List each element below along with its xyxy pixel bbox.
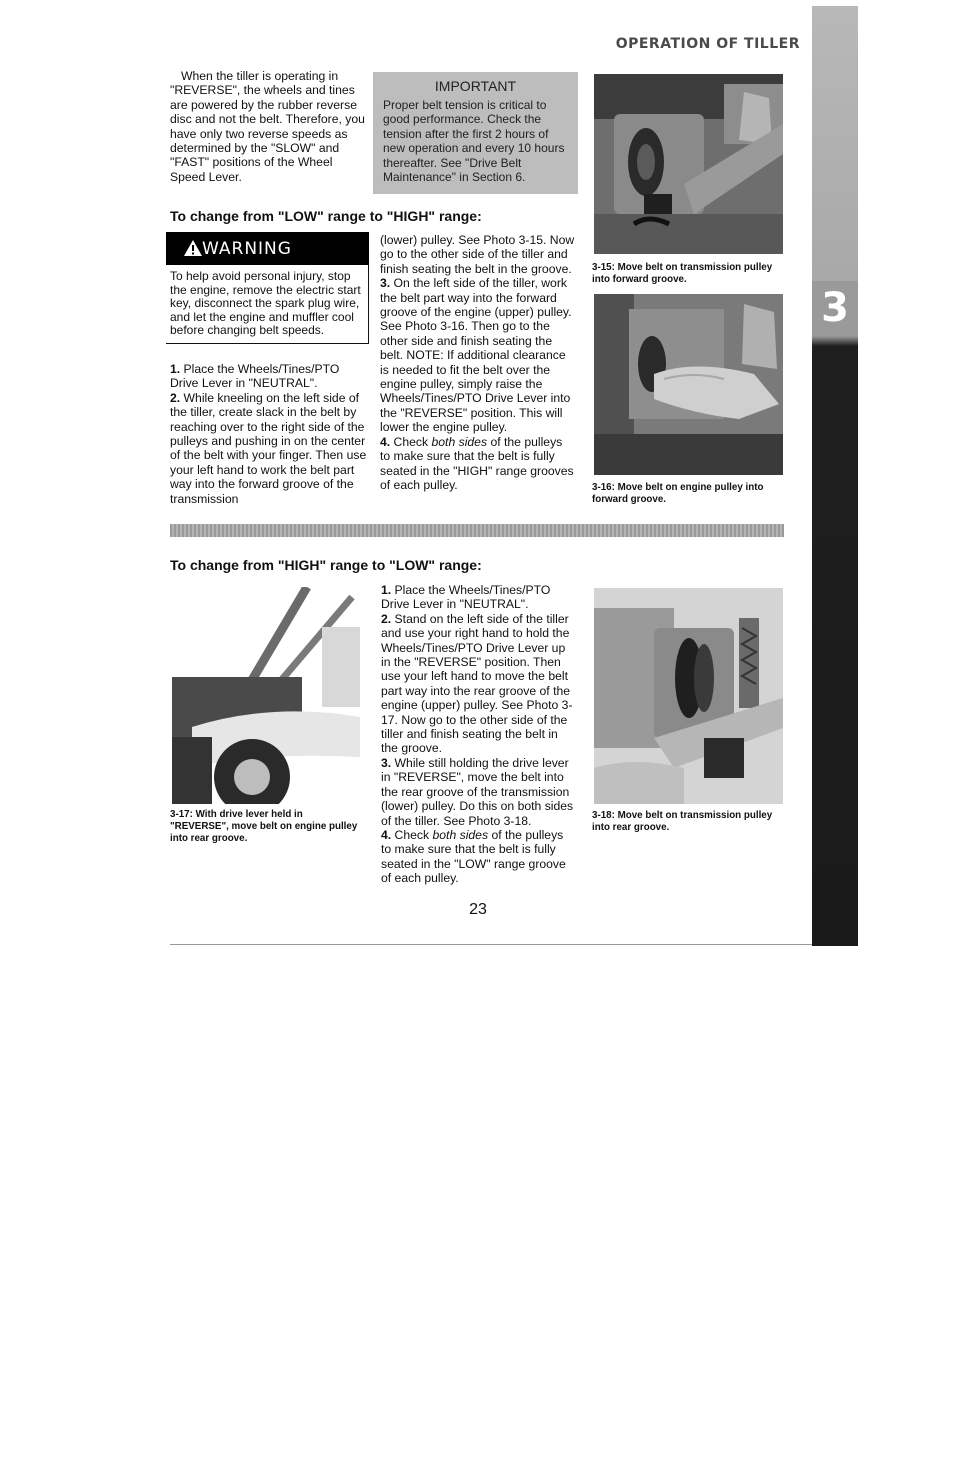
photo-3-17 bbox=[172, 587, 360, 804]
step-3: 3. On the left side of the tiller, work the belt part way into the forward groove of the engine (upper) pulley. See Photo 3-16. Then go to the other side and finish seating the belt. NOTE: If additional clearance is needed to fit the belt over the engine pulley, simply raise the Wheels/Tines/PTO Drive Lever into the "REVERSE" position. This will lower the engine pulley. bbox=[380, 276, 572, 435]
page-number: 23 bbox=[469, 901, 487, 918]
step-1: 1. Place the Wheels/Tines/PTO Drive Lever in "NEUTRAL". bbox=[381, 583, 551, 612]
caption-3-18: 3-18: Move belt on transmission pulley into rear groove. bbox=[592, 810, 773, 833]
warning-box bbox=[166, 232, 369, 344]
section2-middle-column bbox=[381, 583, 576, 886]
photo-3-16 bbox=[594, 294, 783, 475]
photo-3-15 bbox=[594, 74, 783, 254]
important-notice bbox=[373, 72, 578, 194]
intro-paragraph: When the tiller is operating in "REVERSE", the wheels and tines are powered by the rubber reverse disc and not the belt. Therefore, you have only two reverse speeds as determined by the "SLOW" and "FAST" positions of the Wheel Speed Lever. bbox=[170, 69, 365, 184]
section-side-tab bbox=[812, 6, 858, 946]
section-tab-number: 3 bbox=[812, 281, 858, 335]
warning-text: To help avoid personal injury, stop the engine, remove the electric start key, disconnect the spark plug wire, and let the engine and muffler cool before changing belt speeds. bbox=[170, 269, 361, 338]
bottom-rule bbox=[170, 944, 812, 945]
warning-triangle-icon bbox=[183, 239, 203, 257]
section-title-high-to-low: To change from "HIGH" range to "LOW" range: bbox=[170, 557, 482, 573]
section1-middle-column bbox=[380, 233, 575, 492]
section1-left-column bbox=[170, 362, 368, 506]
warning-label: WARNING bbox=[202, 238, 292, 259]
step-4: 4. Check both sides of the pulleys to make sure that the belt is fully seated in the "LOW" range groove of each pulley. bbox=[381, 827, 566, 886]
important-text: Proper belt tension is critical to good performance. Check the tension after the first 2 hours of new operation and every 10 hours thereafter. See "Drive Belt Maintenance" in Section 6. bbox=[383, 98, 565, 185]
page-header: OPERATION OF TILLER bbox=[615, 36, 800, 52]
caption-3-16: 3-16: Move belt on engine pulley into forward groove. bbox=[592, 482, 764, 505]
transmission-pulley-image bbox=[594, 74, 783, 254]
step-1: 1. Place the Wheels/Tines/PTO Drive Lever in "NEUTRAL". bbox=[170, 362, 340, 391]
drive-lever-image bbox=[172, 587, 360, 804]
engine-pulley-image bbox=[594, 294, 783, 475]
step-2: 2. Stand on the left side of the tiller and use your right hand to hold the Wheels/Tines/PTO Drive Lever up in the "REVERSE" position. Then use your left hand to move the belt part way into the rear groove of the engine (upper) pulley. See Photo 3-17. Now go to the other side of the tiller and finish seating the belt in the groove. bbox=[381, 611, 573, 756]
section-divider bbox=[170, 524, 784, 537]
warning-banner bbox=[166, 232, 369, 265]
step-4: 4. Check both sides of the pulleys to make sure that the belt is fully seated in the "HIGH" range grooves of each pulley. bbox=[380, 434, 574, 492]
section-title-low-to-high: To change from "LOW" range to "HIGH" range: bbox=[170, 208, 482, 224]
caption-3-15: 3-15: Move belt on transmission pulley into forward groove. bbox=[592, 262, 773, 285]
step-2-continued: (lower) pulley. See Photo 3-15. Now go to the other side of the tiller and finish seating the belt in the groove. bbox=[380, 233, 575, 276]
transmission-pulley-rear-image bbox=[594, 588, 783, 804]
step-2: 2. While kneeling on the left side of the tiller, create slack in the belt by reaching over to the right side of the pulleys and pushing in on the center of the belt with your finger. Then use your left hand to work the belt part way into the forward groove of the transmission bbox=[170, 390, 367, 506]
photo-3-18 bbox=[594, 588, 783, 804]
step-3: 3. While still holding the drive lever in "REVERSE", move the belt into the rear groove of the transmission (lower) pulley. Do this on both sides of the tiller. See Photo 3-18. bbox=[381, 755, 574, 828]
caption-3-17: 3-17: With drive lever held in "REVERSE", move belt on engine pulley into rear groove. bbox=[170, 809, 358, 844]
important-title: IMPORTANT bbox=[434, 78, 517, 94]
